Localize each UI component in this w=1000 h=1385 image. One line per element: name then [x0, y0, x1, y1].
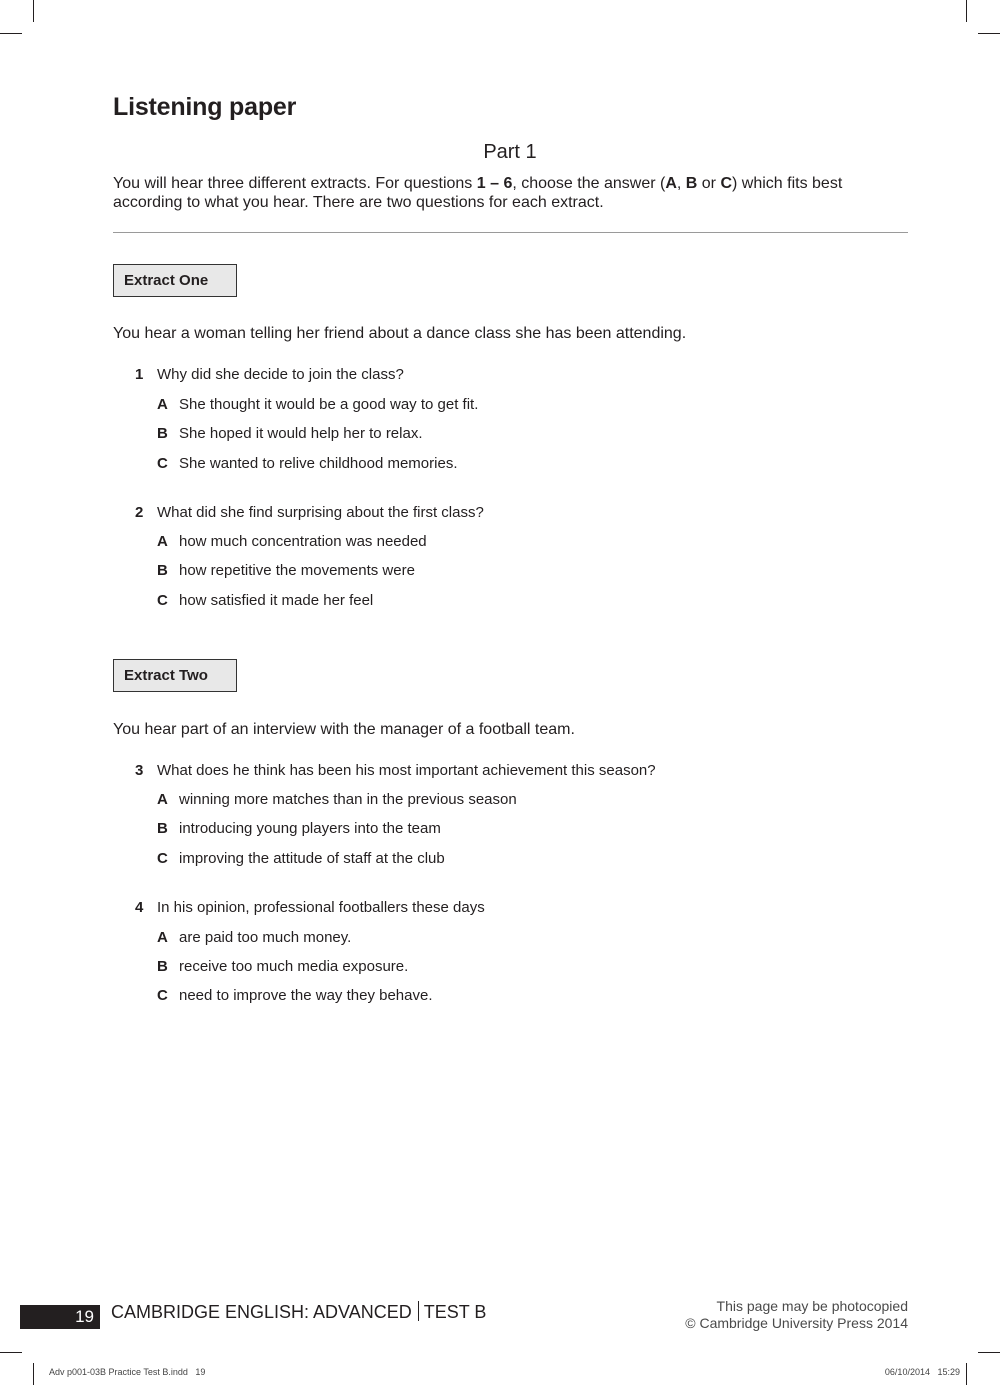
question-3-option-a: A winning more matches than in the previous season [157, 791, 517, 808]
footer-copyright [685, 1298, 908, 1332]
part-heading: Part 1 [483, 141, 537, 163]
question-text: In his opinion, professional footballers these days [157, 899, 485, 916]
question-number: 4 [135, 899, 144, 916]
extract-two-context: You hear part of an interview with the manager of a football team. [113, 721, 575, 738]
instructions [113, 174, 913, 212]
question-number: 2 [135, 504, 144, 521]
crop-mark [0, 1352, 22, 1353]
question-number: 3 [135, 762, 144, 779]
question-3-option-c: C improving the attitude of staff at the club [157, 850, 445, 867]
question-1 [135, 366, 404, 383]
slug-filename: Adv p001-03B Practice Test B.indd 19 [49, 1367, 206, 1377]
slug-timestamp: 06/10/2014 15:29 [884, 1367, 960, 1377]
photocopy-note: This page may be photocopied [716, 1298, 908, 1314]
extract-one-label: Extract One [113, 264, 237, 297]
question-1-option-b: B She hoped it would help her to relax. [157, 425, 423, 442]
question-text: What did she find surprising about the first class? [157, 504, 484, 521]
question-1-option-a: A She thought it would be a good way to get fit. [157, 396, 479, 413]
crop-mark [33, 0, 34, 22]
footer-separator [418, 1301, 419, 1321]
page-title: Listening paper [113, 93, 297, 121]
extract-one-context: You hear a woman telling her friend about a dance class she has been attending. [113, 325, 687, 342]
divider [113, 232, 908, 233]
question-2 [135, 504, 484, 521]
question-4-option-b: B receive too much media exposure. [157, 958, 409, 975]
question-2-option-c: C how satisfied it made her feel [157, 592, 374, 609]
crop-mark [0, 33, 22, 34]
question-2-option-b: B how repetitive the movements were [157, 562, 415, 579]
question-number: 1 [135, 366, 144, 383]
question-4-option-a: A are paid too much money. [157, 929, 352, 946]
crop-mark [966, 1363, 967, 1385]
crop-mark [978, 1352, 1000, 1353]
question-3-option-b: B introducing young players into the team [157, 820, 441, 837]
copyright-line: © Cambridge University Press 2014 [685, 1315, 908, 1331]
question-3 [135, 762, 656, 779]
crop-mark [966, 0, 967, 22]
extract-two-label: Extract Two [113, 659, 237, 692]
crop-mark [33, 1363, 34, 1385]
instructions-line-1: You will hear three different extracts. For questions 1 – 6, choose the answer (A, B or C) which fits best [113, 175, 843, 192]
question-1-option-c: C She wanted to relive childhood memories. [157, 455, 458, 472]
question-4-option-c: C need to improve the way they behave. [157, 987, 433, 1004]
instructions-line-2: according to what you hear. There are two questions for each extract. [113, 194, 604, 211]
question-text: What does he think has been his most important achievement this season? [157, 762, 656, 779]
question-4 [135, 899, 485, 916]
crop-mark [978, 33, 1000, 34]
page-number: 19 [75, 1307, 94, 1326]
question-2-option-a: A how much concentration was needed [157, 533, 427, 550]
question-text: Why did she decide to join the class? [157, 366, 404, 383]
footer-exam-title: CAMBRIDGE ENGLISH: ADVANCED TEST B [111, 1302, 487, 1322]
